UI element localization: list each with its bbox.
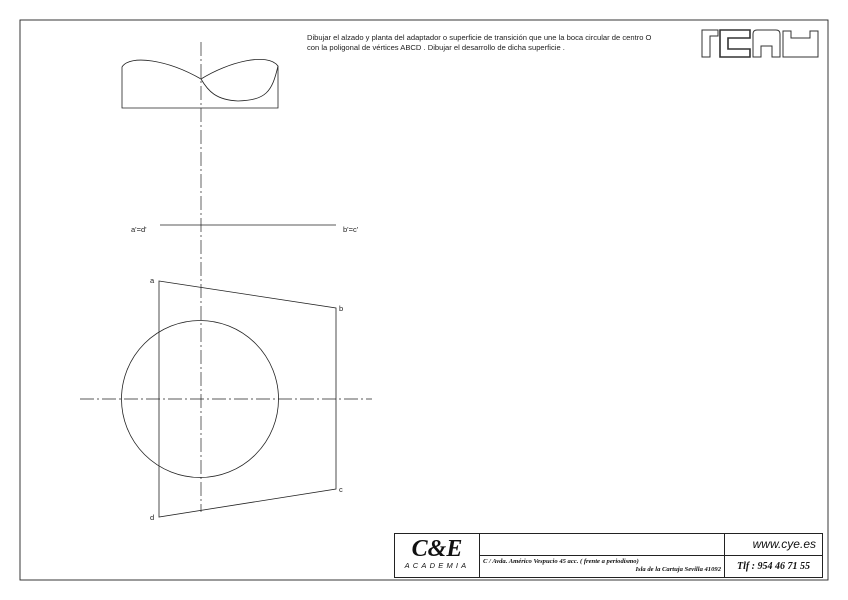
address <box>480 555 724 577</box>
statement-line-2: con la poligonal de vértices ABCD . Dibujar el desarrollo de dicha superficie . <box>307 43 565 52</box>
label-vertex-a: a <box>150 276 155 285</box>
brand-subtitle: ACADEMIA <box>404 561 470 570</box>
address-line-2: Isla de la Cartuja Sevilla 41092 <box>635 566 721 573</box>
label-vertex-b: b <box>339 304 344 313</box>
phone-number: Tlf : 954 46 71 55 <box>724 555 822 577</box>
label-a-prime: a'=d' <box>131 225 147 234</box>
academy-corner-logo <box>702 30 818 57</box>
label-b-prime: b'=c' <box>343 225 359 234</box>
statement-line-1: Dibujar el alzado y planta del adaptador o superficie de transición que une la boca circular de centro O <box>307 33 652 42</box>
elevation-inner-curve <box>201 66 278 101</box>
problem-statement <box>307 33 697 53</box>
title-block-logo <box>395 534 480 577</box>
label-vertex-c: c <box>339 485 343 494</box>
elevation-view <box>122 59 336 225</box>
sheet-border <box>20 20 828 580</box>
brand-name: C&E <box>411 536 463 562</box>
website: www.cye.es <box>724 534 822 555</box>
title-block <box>394 533 823 578</box>
label-vertex-d: d <box>150 513 155 522</box>
address-line-1: C / Avda. Américo Vespucio 45 acc. ( frente a periodismo) <box>483 558 639 565</box>
elevation-outline <box>122 59 278 108</box>
